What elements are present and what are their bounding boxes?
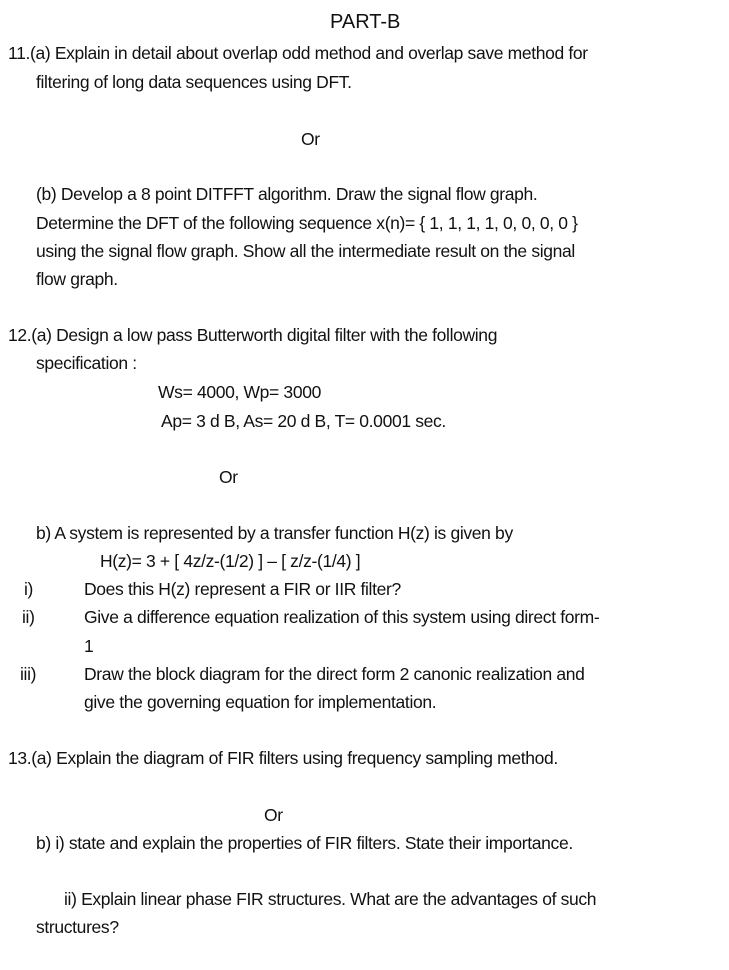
q12b-sub-ii-text-line2: 1 [84,636,94,656]
q11-or-divider: Or [301,129,320,149]
q12a-spec-line2: Ap= 3 d B, As= 20 d B, T= 0.0001 sec. [161,411,446,431]
q11b-text-line1: (b) Develop a 8 point DITFFT algorithm. Draw the signal flow graph. [36,184,538,204]
q12b-sub-iii-text-line2: give the governing equation for implementation. [84,692,437,712]
q12b-sub-iii-label: iii) [20,664,37,684]
q12-or-divider: Or [219,467,238,487]
q12b-transfer-function: H(z)= 3 + [ 4z/z-(1/2) ] – [ z/z-(1/4) ] [100,551,361,571]
q11b-text-line3: using the signal flow graph. Show all the intermediate result on the signal [36,241,575,261]
page-heading: PART-B [330,11,401,33]
q12b-sub-ii-text-line1: Give a difference equation realization of this system using direct form- [84,607,600,627]
q12b-sub-i-label: i) [24,579,34,599]
q12a-text-line2: specification : [36,353,137,373]
q12b-sub-iii-text-line1: Draw the block diagram for the direct form 2 canonic realization and [84,664,585,684]
q12a-spec-line1: Ws= 4000, Wp= 3000 [158,382,321,402]
q13b-text-line1: b) i) state and explain the properties of FIR filters. State their importance. [36,833,573,853]
q11b-text-line2: Determine the DFT of the following sequence x(n)= { 1, 1, 1, 1, 0, 0, 0, 0 } [36,213,578,233]
q13a-text-line1: 13.(a) Explain the diagram of FIR filters using frequency sampling method. [8,748,558,768]
q12b-sub-i-text: Does this H(z) represent a FIR or IIR filter? [84,579,401,599]
q12b-sub-ii-label: ii) [22,607,35,627]
q11a-text-line1: 11.(a) Explain in detail about overlap odd method and overlap save method for [8,43,588,63]
q13-or-divider: Or [264,805,283,825]
q11b-text-line4: flow graph. [36,269,118,289]
q13b-text-line3: structures? [36,917,119,937]
q13b-text-line2: ii) Explain linear phase FIR structures. What are the advantages of such [64,889,597,909]
q12b-text-line1: b) A system is represented by a transfer function H(z) is given by [36,523,513,543]
q12a-text-line1: 12.(a) Design a low pass Butterworth digital filter with the following [8,325,498,345]
q11a-text-line2: filtering of long data sequences using DFT. [36,72,352,92]
